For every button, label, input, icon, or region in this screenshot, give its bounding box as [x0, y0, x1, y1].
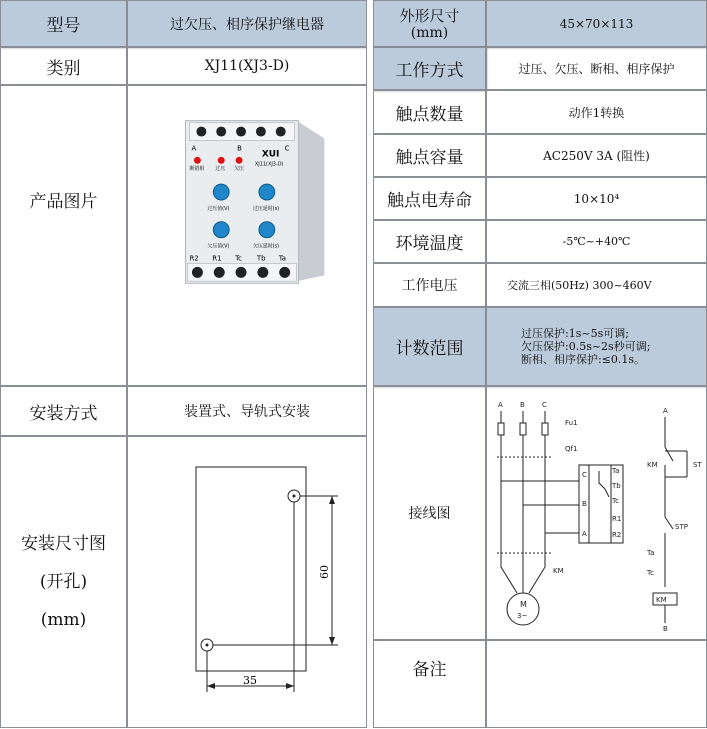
- stp-label: STP: [675, 523, 688, 531]
- install-dim-label-cell: [0, 436, 127, 728]
- photo-cell: [127, 85, 367, 386]
- wiring-label-cell: [373, 386, 486, 640]
- device-terminal-r2: R2: [189, 254, 199, 263]
- device-terminal-a: A: [191, 144, 197, 153]
- work-mode-value: 过压、欠压、断相、相序保护: [518, 62, 675, 76]
- work-mode-label-cell: [373, 47, 486, 90]
- life-label: 触点电寿命: [387, 191, 472, 211]
- install-dim-label-1: 安装尺寸图: [21, 534, 106, 554]
- size-label-cell: [373, 0, 486, 47]
- range-line-3: 断相、相序保护:≤0.1s。: [521, 353, 646, 366]
- column-gap: [367, 0, 373, 728]
- relay-terminal-a: A: [582, 530, 587, 538]
- model-value: 过欠压、相序保护继电器: [170, 16, 324, 33]
- relay-terminal-tb: Tb: [612, 482, 621, 490]
- remark-label-cell: [373, 640, 486, 728]
- remark-label: 备注: [412, 660, 447, 680]
- voltage-label: 工作电压: [401, 278, 458, 294]
- capacity-value-cell: [486, 134, 707, 177]
- phase-c: C: [542, 401, 547, 409]
- range-line-2: 欠压保护:0.5s~2s秒可调;: [521, 340, 651, 353]
- phase-b: B: [520, 401, 525, 409]
- contacts-value-cell: [486, 90, 707, 134]
- phase-a: A: [498, 401, 503, 409]
- knob-label-under-t: 欠压延时(s): [252, 243, 280, 250]
- device-terminal-tb: Tb: [256, 254, 266, 263]
- remark-value-cell: [486, 640, 707, 728]
- led-label-over: 过压: [215, 166, 226, 173]
- range-label: 计数范围: [395, 339, 464, 359]
- led-label-under: 欠压: [234, 166, 244, 173]
- install-dim-label-3: (mm): [40, 610, 87, 630]
- dim-height: 60: [318, 565, 331, 579]
- contacts-label: 触点数量: [395, 104, 464, 125]
- size-label-2: (mm): [410, 24, 449, 41]
- tc-label: Tc: [647, 569, 654, 577]
- relay-terminal-c: C: [582, 471, 587, 479]
- fuse-label: Fu1: [565, 419, 578, 427]
- device-model: XJ11(XJ3-D): [254, 161, 284, 168]
- install-dim-label-2: (开孔): [39, 572, 88, 592]
- range-line-1: 过压保护:1s~5s可调;: [521, 327, 629, 340]
- category-label-cell: [0, 47, 127, 85]
- device-terminal-tc: Tc: [235, 254, 242, 263]
- work-mode-label: 工作方式: [395, 61, 464, 81]
- breaker-label: Qf1: [565, 445, 578, 453]
- st-label: ST: [693, 461, 702, 469]
- knob-label-over-v: 过压值(V): [207, 205, 230, 212]
- install-method-label: 安装方式: [29, 403, 98, 424]
- size-value: 45×70×113: [559, 16, 634, 31]
- device-terminal-c: C: [284, 144, 290, 153]
- range-lines: [521, 327, 650, 366]
- voltage-value: 交流三相(50Hz) 300~460V: [507, 278, 652, 292]
- device-terminal-ta: Ta: [278, 254, 287, 263]
- temp-label: 环境温度: [395, 234, 464, 254]
- install-dim-cell: [127, 436, 367, 728]
- life-value: 10×10⁴: [573, 191, 620, 206]
- device-terminal-b: B: [237, 144, 242, 153]
- model-label: 型号: [46, 16, 81, 36]
- temp-label-cell: [373, 220, 486, 263]
- km-ctrl-label: KM: [647, 461, 658, 469]
- relay-terminal-b: B: [582, 500, 587, 508]
- range-value-cell: [486, 307, 707, 386]
- install-method-value: 装置式、导轨式安装: [184, 404, 310, 420]
- wiring-label: 接线图: [408, 506, 451, 522]
- install-method-label-cell: [0, 386, 127, 436]
- relay-terminal-r1: R1: [612, 515, 622, 523]
- km-main-label: KM: [553, 567, 564, 575]
- knob-label-under-v: 欠压值(V): [207, 243, 230, 250]
- category-label: 类别: [46, 58, 81, 79]
- knob-label-over-t: 过压延时(s): [252, 205, 280, 212]
- product-photo: [128, 98, 366, 298]
- relay-terminal-tc: Tc: [612, 497, 619, 505]
- install-method-value-cell: [127, 386, 367, 436]
- contacts-value: 动作1转换: [568, 105, 625, 120]
- device-terminal-r1: R1: [212, 254, 222, 263]
- wiring-diagram: [487, 387, 707, 641]
- ta-label: Ta: [647, 549, 655, 557]
- work-mode-value-cell: [486, 47, 707, 90]
- capacity-label: 触点容量: [395, 148, 464, 168]
- contacts-label-cell: [373, 90, 486, 134]
- model-value-cell: [127, 0, 367, 47]
- capacity-value: AC250V 3A (阻性): [543, 149, 650, 163]
- ctrl-b: B: [663, 625, 668, 633]
- category-value-cell: [127, 47, 367, 85]
- life-label-cell: [373, 177, 486, 220]
- temp-value-cell: [486, 220, 707, 263]
- motor-m: M: [520, 600, 527, 609]
- size-value-cell: [486, 0, 707, 47]
- motor-3ph: 3~: [517, 612, 528, 620]
- km-coil-label: KM: [656, 596, 667, 604]
- category-value: XJ11(XJ3-D): [204, 58, 290, 74]
- life-value-cell: [486, 177, 707, 220]
- voltage-label-cell: [373, 263, 486, 307]
- relay-terminal-r2: R2: [612, 531, 622, 539]
- model-label-cell: [0, 0, 127, 47]
- install-dim-drawing: [128, 437, 368, 729]
- relay-terminal-ta: Ta: [612, 467, 620, 475]
- size-label-1: 外形尺寸: [399, 6, 460, 25]
- voltage-value-cell: [486, 263, 707, 307]
- photo-label-cell: [0, 85, 127, 386]
- capacity-label-cell: [373, 134, 486, 177]
- range-label-cell: [373, 307, 486, 386]
- temp-value: -5℃~+40℃: [562, 235, 631, 248]
- dim-width: 35: [243, 674, 257, 687]
- photo-label: 产品图片: [29, 192, 98, 212]
- wiring-cell: [486, 386, 707, 640]
- led-label-phase: 断错相: [189, 166, 205, 173]
- ctrl-a: A: [663, 407, 668, 415]
- device-brand: XUI: [261, 149, 280, 160]
